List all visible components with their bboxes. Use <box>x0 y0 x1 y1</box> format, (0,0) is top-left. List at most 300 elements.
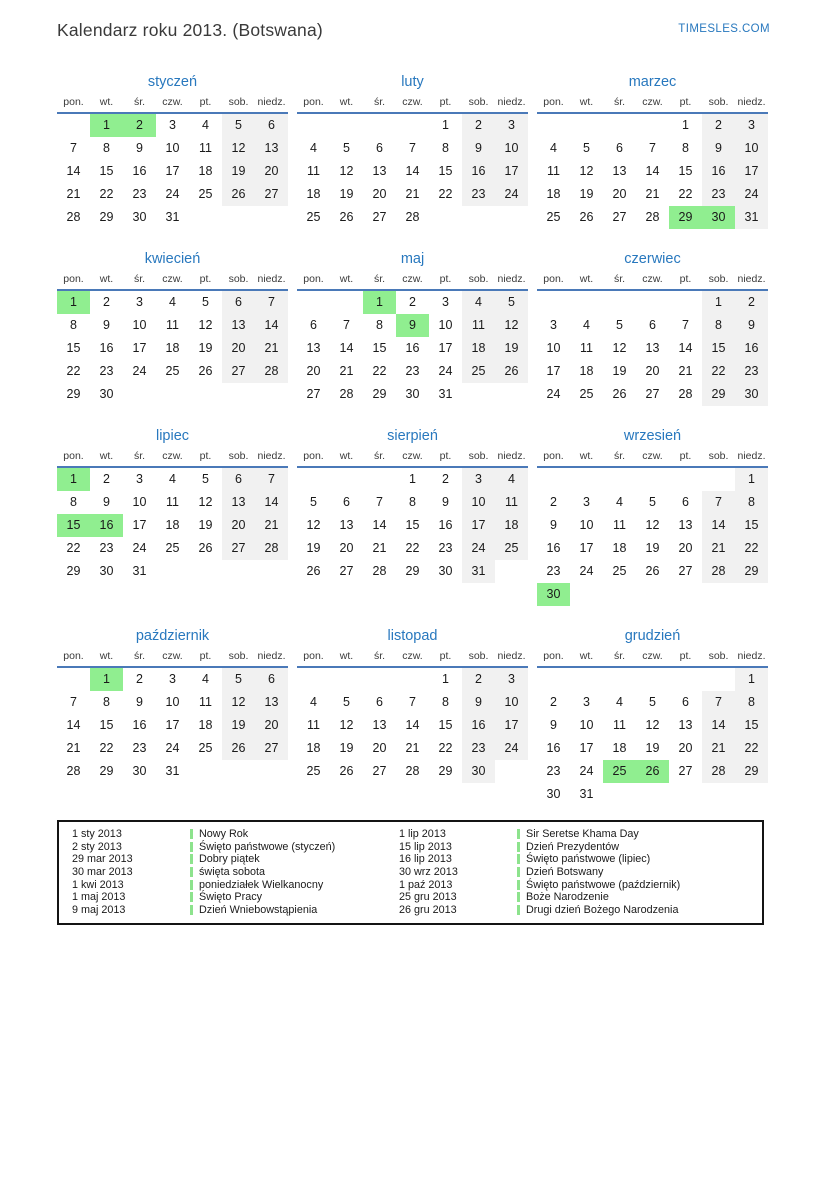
day-cell: 31 <box>438 387 453 401</box>
week-row <box>297 560 528 583</box>
day-cell: 8 <box>70 318 77 332</box>
weekday-label: czw. <box>162 273 183 285</box>
day-cell: 1 <box>442 118 449 132</box>
weekday-row <box>537 96 768 114</box>
day-cell: 15 <box>99 164 114 178</box>
weekday-row <box>537 650 768 668</box>
day-cell: 23 <box>462 183 495 206</box>
day-cell: 10 <box>546 341 561 355</box>
day-cell: 1 <box>409 472 416 486</box>
day-cell: 26 <box>222 737 255 760</box>
day-cell: 8 <box>103 695 110 709</box>
week-row <box>537 691 768 714</box>
week-row <box>57 668 288 691</box>
week-row <box>537 137 768 160</box>
day-cell: 22 <box>678 187 693 201</box>
day-cell: 15 <box>57 514 90 537</box>
day-cell: 13 <box>645 341 660 355</box>
holiday-marker-icon <box>190 829 193 839</box>
day-cell: 7 <box>70 695 77 709</box>
day-cell-empty <box>603 468 636 491</box>
day-cell: 13 <box>678 718 693 732</box>
week-row <box>297 383 528 406</box>
day-cell: 13 <box>222 314 255 337</box>
week-row <box>297 668 528 691</box>
day-cell: 25 <box>603 760 636 783</box>
day-cell: 7 <box>376 495 383 509</box>
day-cell: 1 <box>682 118 689 132</box>
day-cell: 29 <box>669 206 702 229</box>
legend-item-name: Drugi dzień Bożego Narodzenia <box>526 903 679 916</box>
day-cell: 9 <box>103 495 110 509</box>
day-cell: 10 <box>132 495 147 509</box>
weekday-label: wt. <box>579 273 594 285</box>
weekday-label: śr. <box>373 450 386 462</box>
day-cell: 22 <box>99 187 114 201</box>
day-cell: 24 <box>579 764 594 778</box>
day-cell: 12 <box>645 718 660 732</box>
day-cell: 22 <box>702 360 735 383</box>
day-cell: 27 <box>222 360 255 383</box>
weekday-label: czw. <box>162 450 183 462</box>
day-cell: 19 <box>222 714 255 737</box>
holiday-marker-icon <box>517 842 520 852</box>
holiday-marker-icon <box>190 905 193 915</box>
week-row <box>537 114 768 137</box>
day-cell: 11 <box>199 695 212 709</box>
day-cell: 11 <box>166 318 179 332</box>
day-cell: 29 <box>372 387 387 401</box>
day-cell: 16 <box>132 718 147 732</box>
weekday-label: pt. <box>679 650 692 662</box>
day-cell: 11 <box>613 518 626 532</box>
day-cell: 28 <box>702 560 735 583</box>
day-cell-empty <box>537 114 570 137</box>
weekday-label: śr. <box>373 273 386 285</box>
day-cell-empty <box>636 783 669 806</box>
day-cell: 7 <box>649 141 656 155</box>
day-cell-empty <box>57 668 90 691</box>
day-cell: 21 <box>255 514 288 537</box>
day-cell-empty <box>189 560 222 583</box>
day-cell-empty <box>330 468 363 491</box>
day-cell: 13 <box>612 164 627 178</box>
day-cell: 25 <box>198 187 213 201</box>
brand-link[interactable]: TIMESLES.COM <box>678 23 770 35</box>
weekday-row <box>537 273 768 291</box>
day-cell: 15 <box>678 164 693 178</box>
day-cell: 12 <box>222 137 255 160</box>
day-cell: 24 <box>546 387 561 401</box>
weekday-label: pon. <box>63 273 84 285</box>
day-cell: 9 <box>136 695 143 709</box>
weekday-label: pon. <box>543 96 564 108</box>
day-cell: 6 <box>255 114 288 137</box>
week-row <box>57 337 288 360</box>
weekday-label: pon. <box>63 450 84 462</box>
day-cell: 6 <box>222 291 255 314</box>
day-cell: 9 <box>735 314 768 337</box>
day-cell-empty <box>297 468 330 491</box>
day-cell-empty <box>603 583 636 606</box>
weekday-label: pon. <box>543 450 564 462</box>
weekday-label: śr. <box>613 96 626 108</box>
day-cell-empty <box>636 468 669 491</box>
day-cell: 13 <box>222 491 255 514</box>
day-cell: 1 <box>702 291 735 314</box>
day-cell: 30 <box>702 206 735 229</box>
day-cell: 18 <box>462 337 495 360</box>
weekday-label: sob. <box>468 96 489 108</box>
day-cell: 30 <box>735 383 768 406</box>
week-row <box>537 314 768 337</box>
week-row <box>297 691 528 714</box>
day-cell-empty <box>57 114 90 137</box>
day-cell: 17 <box>132 518 147 532</box>
day-cell: 21 <box>66 741 81 755</box>
week-row <box>57 183 288 206</box>
week-row <box>297 314 528 337</box>
day-cell: 4 <box>495 468 528 491</box>
day-cell-empty <box>255 206 288 229</box>
day-cell: 9 <box>462 691 495 714</box>
day-cell: 23 <box>132 741 147 755</box>
day-cell: 11 <box>307 718 320 732</box>
legend-item <box>59 853 386 866</box>
day-cell-empty <box>396 114 429 137</box>
day-cell: 20 <box>255 160 288 183</box>
week-row <box>297 760 528 783</box>
day-cell: 24 <box>438 364 453 378</box>
day-cell: 10 <box>462 491 495 514</box>
day-cell: 6 <box>682 495 689 509</box>
day-cell-empty <box>222 760 255 783</box>
day-cell-empty <box>603 291 636 314</box>
legend-item <box>59 878 386 891</box>
weekday-label: sob. <box>468 273 489 285</box>
day-cell: 29 <box>438 764 453 778</box>
day-cell: 1 <box>735 668 768 691</box>
week-row <box>297 514 528 537</box>
legend-item <box>59 841 386 854</box>
day-cell: 18 <box>579 364 594 378</box>
day-cell: 30 <box>132 210 147 224</box>
weekday-label: wt. <box>339 650 354 662</box>
day-cell: 16 <box>735 337 768 360</box>
day-cell-empty <box>669 468 702 491</box>
weekday-label: pon. <box>543 273 564 285</box>
week-row <box>537 360 768 383</box>
day-cell: 19 <box>495 337 528 360</box>
day-cell: 26 <box>579 210 594 224</box>
day-cell: 6 <box>343 495 350 509</box>
day-cell: 12 <box>198 318 213 332</box>
day-cell: 30 <box>99 564 114 578</box>
day-cell: 2 <box>462 114 495 137</box>
day-cell-empty <box>702 783 735 806</box>
legend-item-date: 1 paź 2013 <box>399 878 453 891</box>
day-cell: 16 <box>99 341 114 355</box>
day-cell: 2 <box>550 695 557 709</box>
day-cell: 4 <box>202 672 209 686</box>
weekday-row <box>537 450 768 468</box>
weekday-row <box>57 273 288 291</box>
day-cell: 20 <box>678 741 693 755</box>
day-cell: 10 <box>132 318 147 332</box>
week-row <box>537 560 768 583</box>
month-block <box>57 72 288 229</box>
weekday-label: wt. <box>579 450 594 462</box>
weekday-label: pon. <box>63 650 84 662</box>
day-cell: 6 <box>310 318 317 332</box>
day-cell: 15 <box>702 337 735 360</box>
legend-item-date: 1 sty 2013 <box>72 828 122 841</box>
weekday-label: sob. <box>708 650 729 662</box>
day-cell: 23 <box>438 541 453 555</box>
day-cell: 10 <box>165 141 180 155</box>
day-cell: 19 <box>339 741 354 755</box>
day-cell: 14 <box>66 164 81 178</box>
holiday-marker-icon <box>517 880 520 890</box>
day-cell: 7 <box>409 695 416 709</box>
day-cell: 12 <box>339 718 354 732</box>
day-cell-empty <box>570 583 603 606</box>
day-cell-empty <box>255 383 288 406</box>
legend-item-date: 26 gru 2013 <box>399 903 457 916</box>
week-row <box>537 291 768 314</box>
month-title: czerwiec <box>624 251 681 267</box>
month-title: marzec <box>628 74 677 90</box>
legend-item-date: 1 lip 2013 <box>399 828 446 841</box>
week-row <box>537 206 768 229</box>
week-row <box>57 760 288 783</box>
day-cell: 25 <box>462 360 495 383</box>
month-block <box>57 626 288 783</box>
day-cell: 8 <box>735 691 768 714</box>
day-cell: 4 <box>550 141 557 155</box>
weekday-label: niedz. <box>737 96 766 108</box>
day-cell: 14 <box>702 514 735 537</box>
weekday-label: wt. <box>339 96 354 108</box>
day-cell: 9 <box>136 141 143 155</box>
legend-item <box>59 828 386 841</box>
day-cell: 31 <box>165 210 180 224</box>
day-cell: 22 <box>735 737 768 760</box>
weekday-label: czw. <box>402 650 423 662</box>
week-row <box>537 783 768 806</box>
day-cell: 10 <box>735 137 768 160</box>
day-cell: 28 <box>405 764 420 778</box>
day-cell: 27 <box>372 210 387 224</box>
weekday-label: czw. <box>402 450 423 462</box>
day-cell: 28 <box>702 760 735 783</box>
day-cell: 8 <box>682 141 689 155</box>
months-grid <box>57 72 768 806</box>
day-cell: 5 <box>202 472 209 486</box>
day-cell: 13 <box>306 341 321 355</box>
day-cell: 12 <box>495 314 528 337</box>
day-cell-empty <box>189 760 222 783</box>
day-cell-empty <box>735 783 768 806</box>
week-row <box>57 514 288 537</box>
day-cell: 20 <box>306 364 321 378</box>
day-cell: 14 <box>702 714 735 737</box>
day-cell: 3 <box>442 295 449 309</box>
weekday-label: niedz. <box>497 450 526 462</box>
day-cell: 4 <box>310 695 317 709</box>
page-title: Kalendarz roku 2013. (Botswana) <box>57 20 323 40</box>
day-cell: 4 <box>310 141 317 155</box>
day-cell-empty <box>255 760 288 783</box>
day-cell: 29 <box>66 387 81 401</box>
holiday-marker-icon <box>517 854 520 864</box>
day-cell: 8 <box>376 318 383 332</box>
week-row <box>537 537 768 560</box>
day-cell: 3 <box>583 495 590 509</box>
day-cell: 3 <box>136 295 143 309</box>
day-cell: 16 <box>462 160 495 183</box>
day-cell-empty <box>603 668 636 691</box>
day-cell-empty <box>537 291 570 314</box>
holiday-marker-icon <box>517 867 520 877</box>
day-cell-empty <box>297 291 330 314</box>
day-cell: 22 <box>438 187 453 201</box>
day-cell: 5 <box>583 141 590 155</box>
week-row <box>297 360 528 383</box>
holiday-marker-icon <box>190 892 193 902</box>
day-cell: 10 <box>438 318 453 332</box>
day-cell-empty <box>363 668 396 691</box>
day-cell-empty <box>222 560 255 583</box>
weekday-label: niedz. <box>497 96 526 108</box>
day-cell: 25 <box>579 387 594 401</box>
day-cell: 24 <box>462 537 495 560</box>
month-title: grudzień <box>624 628 681 644</box>
day-cell: 13 <box>339 518 354 532</box>
day-cell: 14 <box>255 314 288 337</box>
weekday-label: sob. <box>228 450 249 462</box>
day-cell: 27 <box>678 764 693 778</box>
weekday-label: pt. <box>439 273 452 285</box>
day-cell: 2 <box>103 295 110 309</box>
weekday-label: czw. <box>642 96 663 108</box>
day-cell: 18 <box>546 187 561 201</box>
weekday-label: wt. <box>339 273 354 285</box>
weekday-label: pon. <box>303 450 324 462</box>
day-cell: 6 <box>222 468 255 491</box>
weekday-row <box>297 96 528 114</box>
weekday-row <box>297 273 528 291</box>
day-cell-empty <box>462 383 495 406</box>
day-cell: 15 <box>438 718 453 732</box>
week-row <box>537 760 768 783</box>
day-cell: 31 <box>132 564 147 578</box>
day-cell: 20 <box>372 187 387 201</box>
day-cell: 14 <box>678 341 693 355</box>
day-cell: 9 <box>550 518 557 532</box>
day-cell: 9 <box>396 314 429 337</box>
day-cell: 2 <box>442 472 449 486</box>
day-cell: 17 <box>495 160 528 183</box>
day-cell-empty <box>570 114 603 137</box>
day-cell: 27 <box>645 387 660 401</box>
day-cell: 24 <box>579 564 594 578</box>
day-cell: 16 <box>546 741 561 755</box>
legend-item-name: Sir Seretse Khama Day <box>526 828 639 841</box>
weekday-label: śr. <box>133 450 146 462</box>
week-row <box>57 737 288 760</box>
day-cell: 8 <box>70 495 77 509</box>
day-cell: 14 <box>405 718 420 732</box>
legend-item-date: 1 maj 2013 <box>72 891 126 904</box>
day-cell: 18 <box>612 541 627 555</box>
day-cell: 21 <box>678 364 693 378</box>
legend-item-name: poniedziałek Wielkanocny <box>199 878 324 891</box>
day-cell-empty <box>123 383 156 406</box>
day-cell-empty <box>222 383 255 406</box>
weekday-label: wt. <box>339 450 354 462</box>
day-cell: 26 <box>198 364 213 378</box>
day-cell: 27 <box>372 764 387 778</box>
day-cell: 29 <box>66 564 81 578</box>
week-row <box>297 206 528 229</box>
week-row <box>57 691 288 714</box>
weekday-label: niedz. <box>497 650 526 662</box>
day-cell: 3 <box>462 468 495 491</box>
day-cell-empty <box>330 114 363 137</box>
weekday-label: pon. <box>543 650 564 662</box>
day-cell: 24 <box>165 187 180 201</box>
day-cell-empty <box>537 468 570 491</box>
day-cell: 24 <box>495 737 528 760</box>
day-cell-empty <box>636 291 669 314</box>
week-row <box>57 560 288 583</box>
week-row <box>297 114 528 137</box>
day-cell: 4 <box>462 291 495 314</box>
day-cell: 16 <box>90 514 123 537</box>
day-cell: 6 <box>682 695 689 709</box>
day-cell-empty <box>495 206 528 229</box>
month-block <box>297 249 528 406</box>
day-cell: 31 <box>579 787 594 801</box>
day-cell: 21 <box>66 187 81 201</box>
legend-item-name: Dzień Prezydentów <box>526 840 620 853</box>
day-cell: 5 <box>649 695 656 709</box>
day-cell: 15 <box>405 518 420 532</box>
day-cell: 2 <box>462 668 495 691</box>
weekday-label: pt. <box>679 96 692 108</box>
weekday-label: sob. <box>228 273 249 285</box>
legend-column <box>59 828 386 916</box>
day-cell: 2 <box>550 495 557 509</box>
day-cell: 11 <box>495 491 528 514</box>
legend-item-name: Święto państwowe (styczeń) <box>199 840 336 853</box>
day-cell: 20 <box>645 364 660 378</box>
day-cell-empty <box>156 383 189 406</box>
day-cell: 29 <box>702 383 735 406</box>
legend-item-date: 15 lip 2013 <box>399 840 452 853</box>
weekday-row <box>57 650 288 668</box>
week-row <box>297 468 528 491</box>
month-title: sierpień <box>387 428 438 444</box>
day-cell: 24 <box>735 183 768 206</box>
weekday-label: śr. <box>373 650 386 662</box>
day-cell: 8 <box>442 695 449 709</box>
weekday-row <box>297 450 528 468</box>
week-row <box>297 160 528 183</box>
day-cell: 23 <box>99 541 114 555</box>
week-row <box>57 383 288 406</box>
